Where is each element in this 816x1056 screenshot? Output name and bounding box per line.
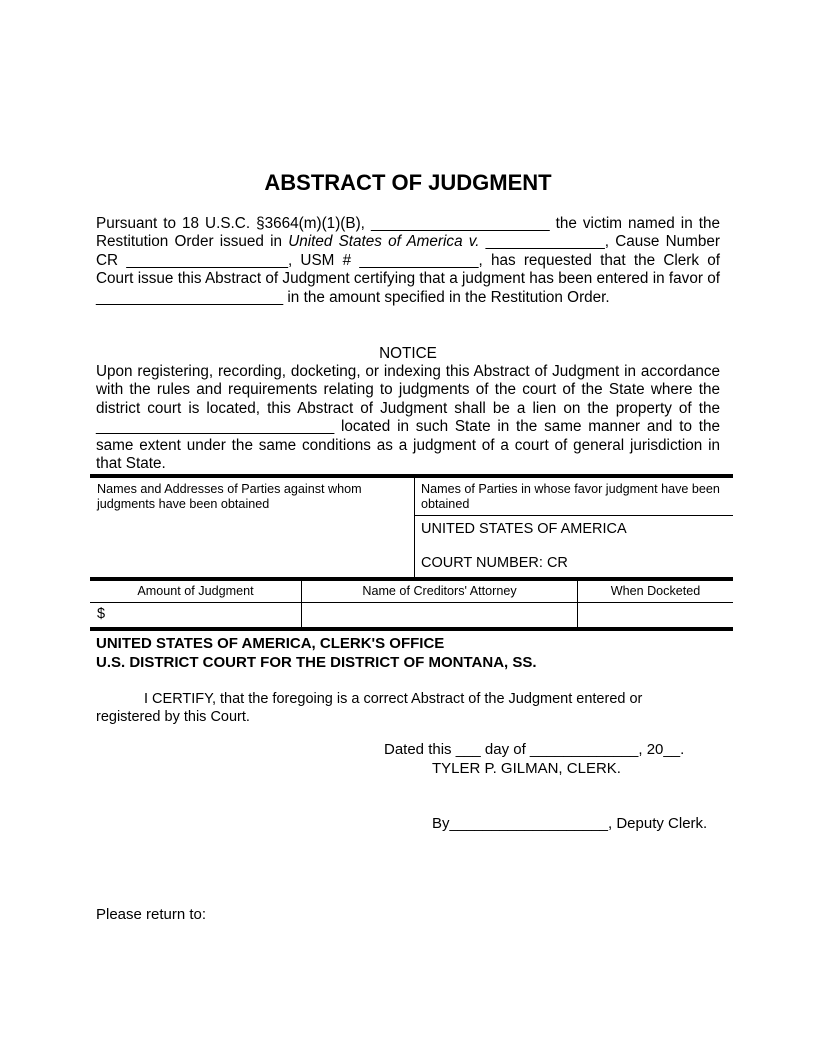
parties-against-header: Names and Addresses of Parties against whom judgments have been obtained: [97, 482, 362, 511]
parties-divider: [414, 478, 415, 577]
document-title: ABSTRACT OF JUDGMENT: [264, 170, 552, 195]
certify-statement: I CERTIFY, that the foregoing is a correct Abstract of the Judgment entered or registered by this Court.: [96, 691, 643, 725]
deputy-clerk-signature-line: By___________________, Deputy Clerk.: [432, 815, 708, 832]
intro-paragraph: [96, 215, 720, 307]
notice-heading: NOTICE: [379, 345, 437, 362]
amount-table-top-rule: [90, 577, 733, 581]
amount-header-divider: [90, 602, 733, 603]
intro-text-1: Pursuant to 18 U.S.C. §3664(m)(1)(B), _____________________ the victim named in the Restitution Order issued in: [96, 215, 720, 251]
case-name: United States of America v.: [288, 233, 480, 251]
return-to-label: Please return to:: [96, 906, 207, 923]
intro-text-2: ______________, Cause Number CR ___________________, USM # ______________, has requested that the Clerk of Court issue this Abstract of Judgment certifying that a judgment has been entered in favor of ______________________ in the amount specified in the Restitution Order.: [96, 233, 721, 306]
clerk-name: TYLER P. GILMAN, CLERK.: [432, 760, 621, 777]
amount-header: Amount of Judgment: [137, 584, 254, 598]
docketed-header: When Docketed: [610, 584, 701, 598]
parties-favor-header: Names of Parties in whose favor judgment have been obtained: [421, 482, 720, 511]
clerk-office-line-2: U.S. DISTRICT COURT FOR THE DISTRICT OF MONTANA, SS.: [96, 654, 537, 671]
amount-table-bottom-rule: [90, 627, 733, 631]
clerk-office-line-1: UNITED STATES OF AMERICA, CLERK'S OFFICE: [96, 635, 445, 652]
table-top-rule: [90, 474, 733, 478]
favor-party-value: UNITED STATES OF AMERICA: [421, 521, 627, 537]
right-header-divider: [414, 515, 733, 516]
attorney-header: Name of Creditors' Attorney: [362, 584, 517, 598]
amount-value: $: [97, 606, 106, 622]
notice-paragraph: Upon registering, recording, docketing, or indexing this Abstract of Judgment in accordance with the rules and requirements relating to judgments of the court of the State where the district court is located, this Abstract of Judgment shall be a lien on the property of the ____________________________ located in such State in the same manner and to the same extent under the same conditions as a judgment of a court of general jurisdiction in that State.: [96, 363, 720, 473]
court-number-value: COURT NUMBER: CR: [421, 555, 568, 571]
dated-line: Dated this ___ day of _____________, 20__.: [384, 741, 685, 758]
